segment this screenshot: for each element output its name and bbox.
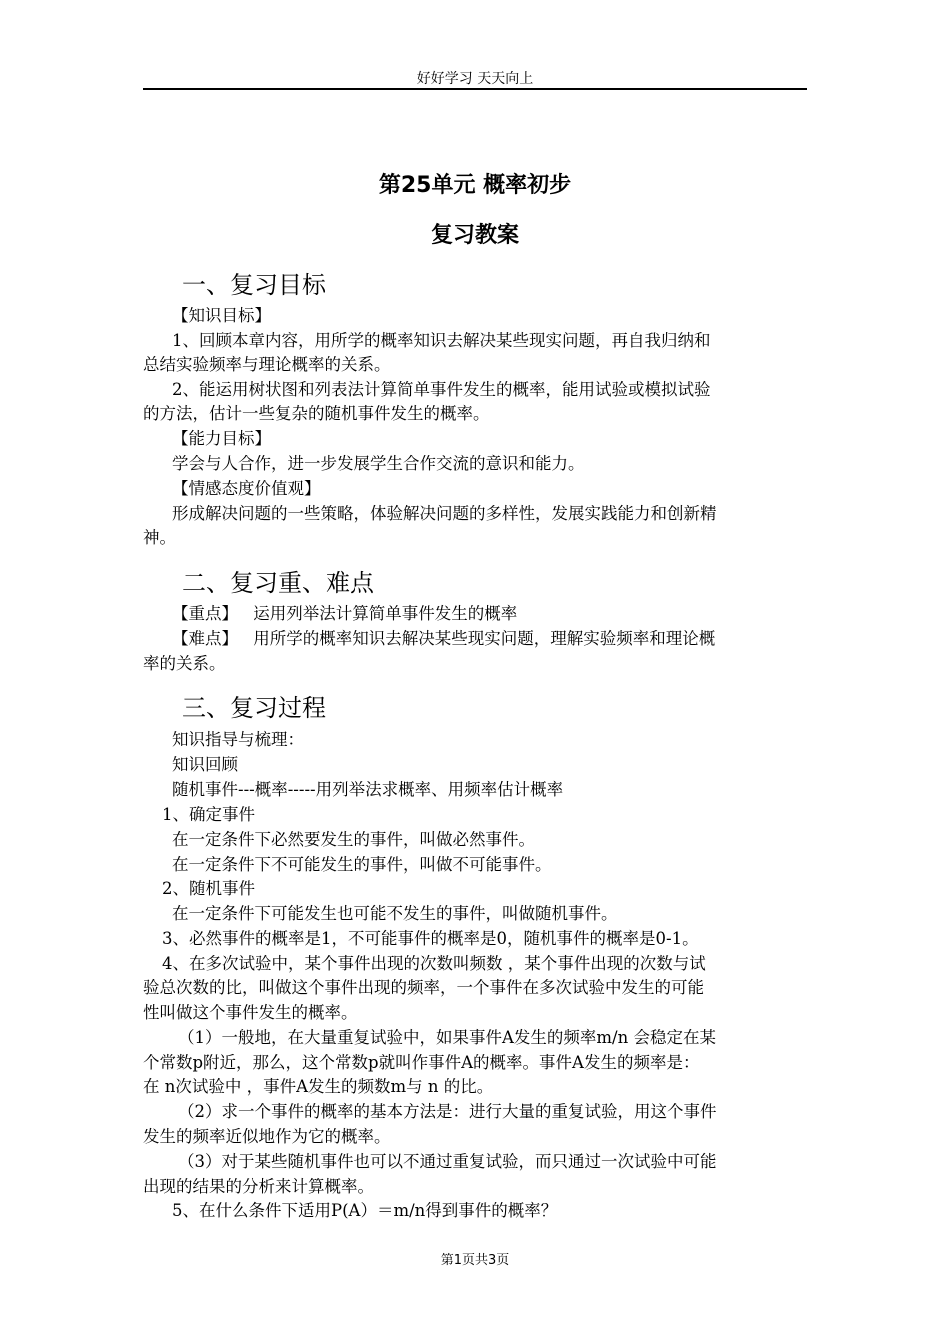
paragraph-line bbox=[172, 602, 517, 626]
paragraph-line: 随机事件---概率-----用列举法求概率、用频率估计概率 bbox=[172, 780, 564, 799]
paragraph-line: 验总次数的比，叫做这个事件出现的频率，一个事件在多次试验中发生的可能 bbox=[143, 978, 704, 997]
paragraph-line: 知识回顾 bbox=[172, 755, 238, 774]
paragraph-line: 知识指导与梳理： bbox=[172, 730, 304, 749]
section-heading-process: 三、复习过程 bbox=[182, 694, 326, 722]
section-heading-key-points: 二、复习重、难点 bbox=[182, 569, 374, 597]
paragraph-line: 2、能运用树状图和列表法计算简单事件发生的概率，能用试验或模拟试验 bbox=[172, 380, 711, 399]
paragraph-line: 3、必然事件的概率是1，不可能事件的概率是0，随机事件的概率是0-1。 bbox=[162, 929, 699, 948]
paragraph-line: 形成解决问题的一些策略，体验解决问题的多样性，发展实践能力和创新精 bbox=[172, 504, 717, 523]
knowledge-goal-label: 【知识目标】 bbox=[172, 306, 271, 325]
page-header: 好好学习 天天向上 bbox=[416, 71, 534, 87]
paragraph-line: 出现的结果的分析来计算概率。 bbox=[143, 1177, 374, 1196]
paragraph-line: 神。 bbox=[143, 528, 176, 547]
paragraph-line: 性叫做这个事件发生的概率。 bbox=[143, 1003, 358, 1022]
page-footer: 第1页共3页 bbox=[440, 1253, 510, 1268]
paragraph-line: （1）一般地，在大量重复试验中，如果事件A发生的频率m/n 会稳定在某 bbox=[178, 1028, 716, 1047]
ability-goal-label: 【能力目标】 bbox=[172, 429, 271, 448]
paragraph-line: 在一定条件下不可能发生的事件，叫做不可能事件。 bbox=[172, 855, 552, 874]
document-title: 第25单元 概率初步 bbox=[378, 173, 572, 198]
paragraph-line: （3）对于某些随机事件也可以不通过重复试验，而只通过一次试验中可能 bbox=[178, 1152, 717, 1171]
paragraph-line: 的方法，估计一些复杂的随机事件发生的概率。 bbox=[143, 404, 490, 423]
paragraph-line: 个常数p附近，那么，这个常数p就叫作事件A的概率。事件A发生的频率是： bbox=[143, 1053, 700, 1072]
paragraph-line: 在一定条件下可能发生也可能不发生的事件，叫做随机事件。 bbox=[172, 904, 618, 923]
paragraph-line: 在 n次试验中 ，事件A发生的频数m与 n 的比。 bbox=[143, 1077, 494, 1096]
key-point-label: 【重点】 bbox=[172, 604, 238, 623]
paragraph-line: 率的关系。 bbox=[143, 654, 226, 673]
paragraph-line: 5、在什么条件下适用P(A）＝m/n得到事件的概率？ bbox=[172, 1201, 558, 1220]
paragraph-line bbox=[172, 627, 715, 651]
paragraph-line: 1、确定事件 bbox=[162, 805, 255, 824]
header-rule bbox=[143, 88, 807, 90]
paragraph-line: 在一定条件下必然要发生的事件，叫做必然事件。 bbox=[172, 830, 535, 849]
emotion-goal-label: 【情感态度价值观】 bbox=[172, 479, 321, 498]
document-subtitle: 复习教案 bbox=[430, 223, 519, 248]
paragraph-line: 1、回顾本章内容，用所学的概率知识去解决某些现实问题，再自我归纳和 bbox=[172, 331, 711, 350]
section-heading-goals: 一、复习目标 bbox=[182, 271, 326, 299]
difficulty-text: 用所学的概率知识去解决某些现实问题，理解实验频率和理论概 bbox=[253, 629, 716, 648]
paragraph-line: 4、在多次试验中，某个事件出现的次数叫频数 ，某个事件出现的次数与试 bbox=[162, 954, 706, 973]
paragraph-line: 总结实验频率与理论概率的关系。 bbox=[143, 355, 391, 374]
paragraph-line: 发生的频率近似地作为它的概率。 bbox=[143, 1127, 391, 1146]
key-point-text: 运用列举法计算简单事件发生的概率 bbox=[253, 604, 518, 623]
difficulty-label: 【难点】 bbox=[172, 629, 238, 648]
paragraph-line: 学会与人合作，进一步发展学生合作交流的意识和能力。 bbox=[172, 454, 585, 473]
paragraph-line: （2）求一个事件的概率的基本方法是：进行大量的重复试验，用这个事件 bbox=[178, 1102, 717, 1121]
paragraph-line: 2、随机事件 bbox=[162, 879, 255, 898]
